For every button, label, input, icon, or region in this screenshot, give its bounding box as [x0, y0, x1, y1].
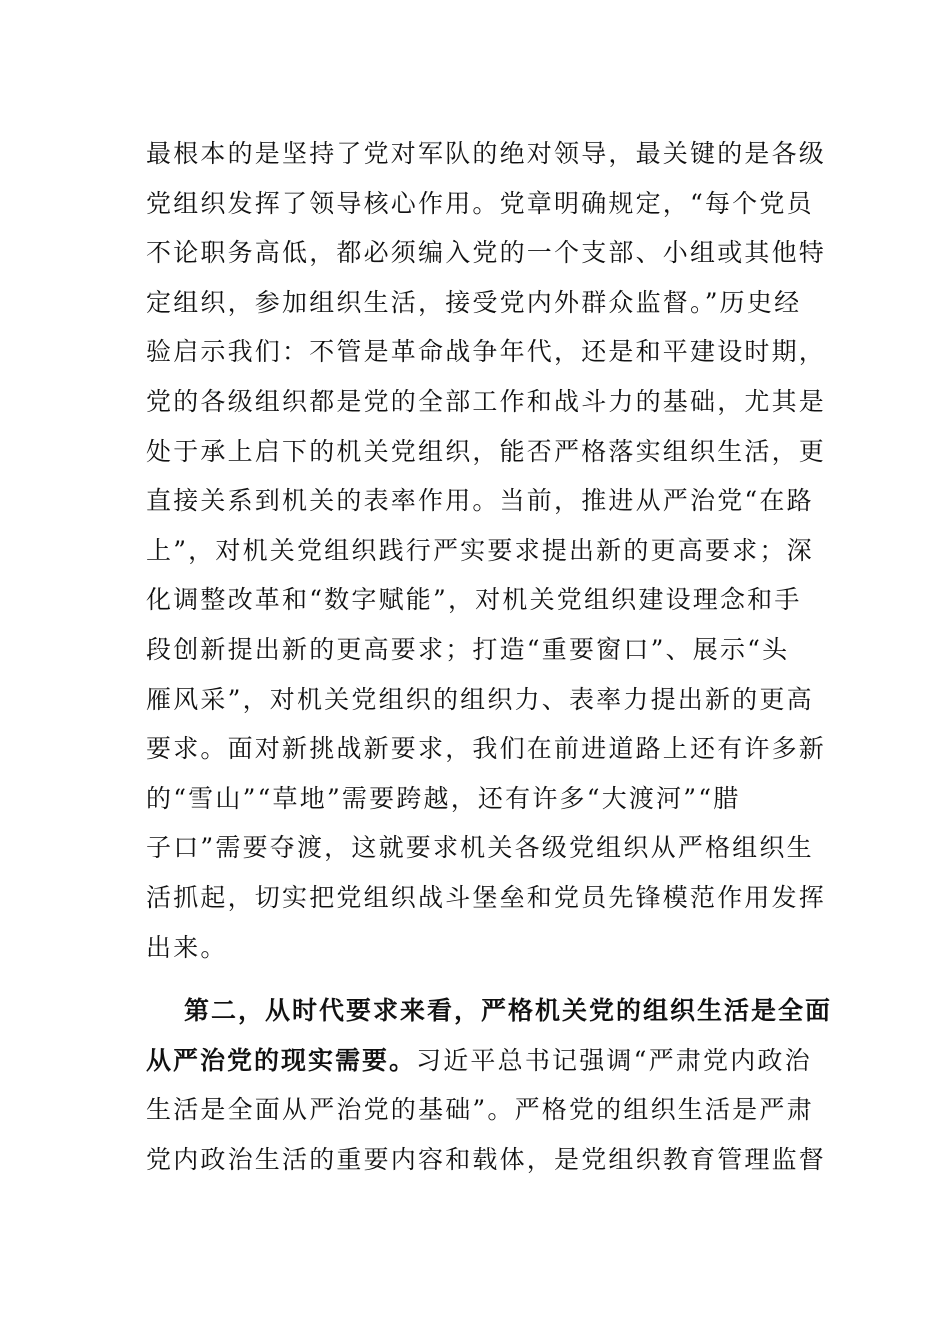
text-line: 党的各级组织都是党的全部工作和战斗力的基础，尤其是 — [146, 386, 827, 416]
section-heading: 第二，从时代要求来看，严格机关党的组织生活是全面 — [184, 996, 833, 1025]
section-heading-continued: 从严治党的现实需要。 — [146, 1045, 417, 1075]
text-line: 上”，对机关党组织践行严实要求提出新的更高要求；深 — [146, 535, 814, 565]
text-line: 化调整改革和“数字赋能”，对机关党组织建设理念和手 — [146, 585, 802, 615]
text-line: 段创新提出新的更高要求；打造“重要窗口”、展示“头 — [146, 634, 790, 664]
text-line-rest: 习近平总书记强调“严肃党内政治 — [416, 1045, 812, 1075]
text-line: 最根本的是坚持了党对军队的绝对领导，最关键的是各级 — [146, 139, 827, 168]
text-line — [146, 1036, 812, 1086]
paragraph-history-experience — [146, 129, 827, 972]
text-line: 党内政治生活的重要内容和载体，是党组织教育管理监督 — [146, 1144, 827, 1174]
paragraph-era-requirements — [146, 986, 833, 1184]
text-line: 直接关系到机关的表率作用。当前，推进从严治党“在路 — [146, 486, 814, 516]
text-line: 生活是全面从严治党的基础”。严格党的组织生活是严肃 — [146, 1095, 814, 1125]
text-line: 的“雪山”“草地”需要跨越，还有许多“大渡河”“腊 — [146, 783, 741, 813]
text-line: 不论职务高低，都必须编入党的一个支部、小组或其他特 — [146, 238, 827, 268]
text-line: 处于承上启下的机关党组织，能否严格落实组织生活，更 — [146, 436, 827, 466]
text-line: 雁风采”，对机关党组织的组织力、表率力提出新的更高 — [146, 684, 814, 714]
text-line: 活抓起，切实把党组织战斗堡垒和党员先锋模范作用发挥 — [146, 882, 827, 912]
text-line: 验启示我们：不管是革命战争年代，还是和平建设时期， — [146, 337, 827, 367]
text-line: 出来。 — [146, 932, 228, 962]
text-line: 党组织发挥了领导核心作用。党章明确规定，“每个党员 — [146, 188, 814, 218]
text-line: 子口”需要夺渡，这就要求机关各级党组织从严格组织生 — [146, 833, 814, 863]
text-line: 定组织，参加组织生活，接受党内外群众监督。”历史经 — [146, 287, 802, 317]
text-line: 要求。面对新挑战新要求，我们在前进道路上还有许多新 — [146, 734, 827, 764]
